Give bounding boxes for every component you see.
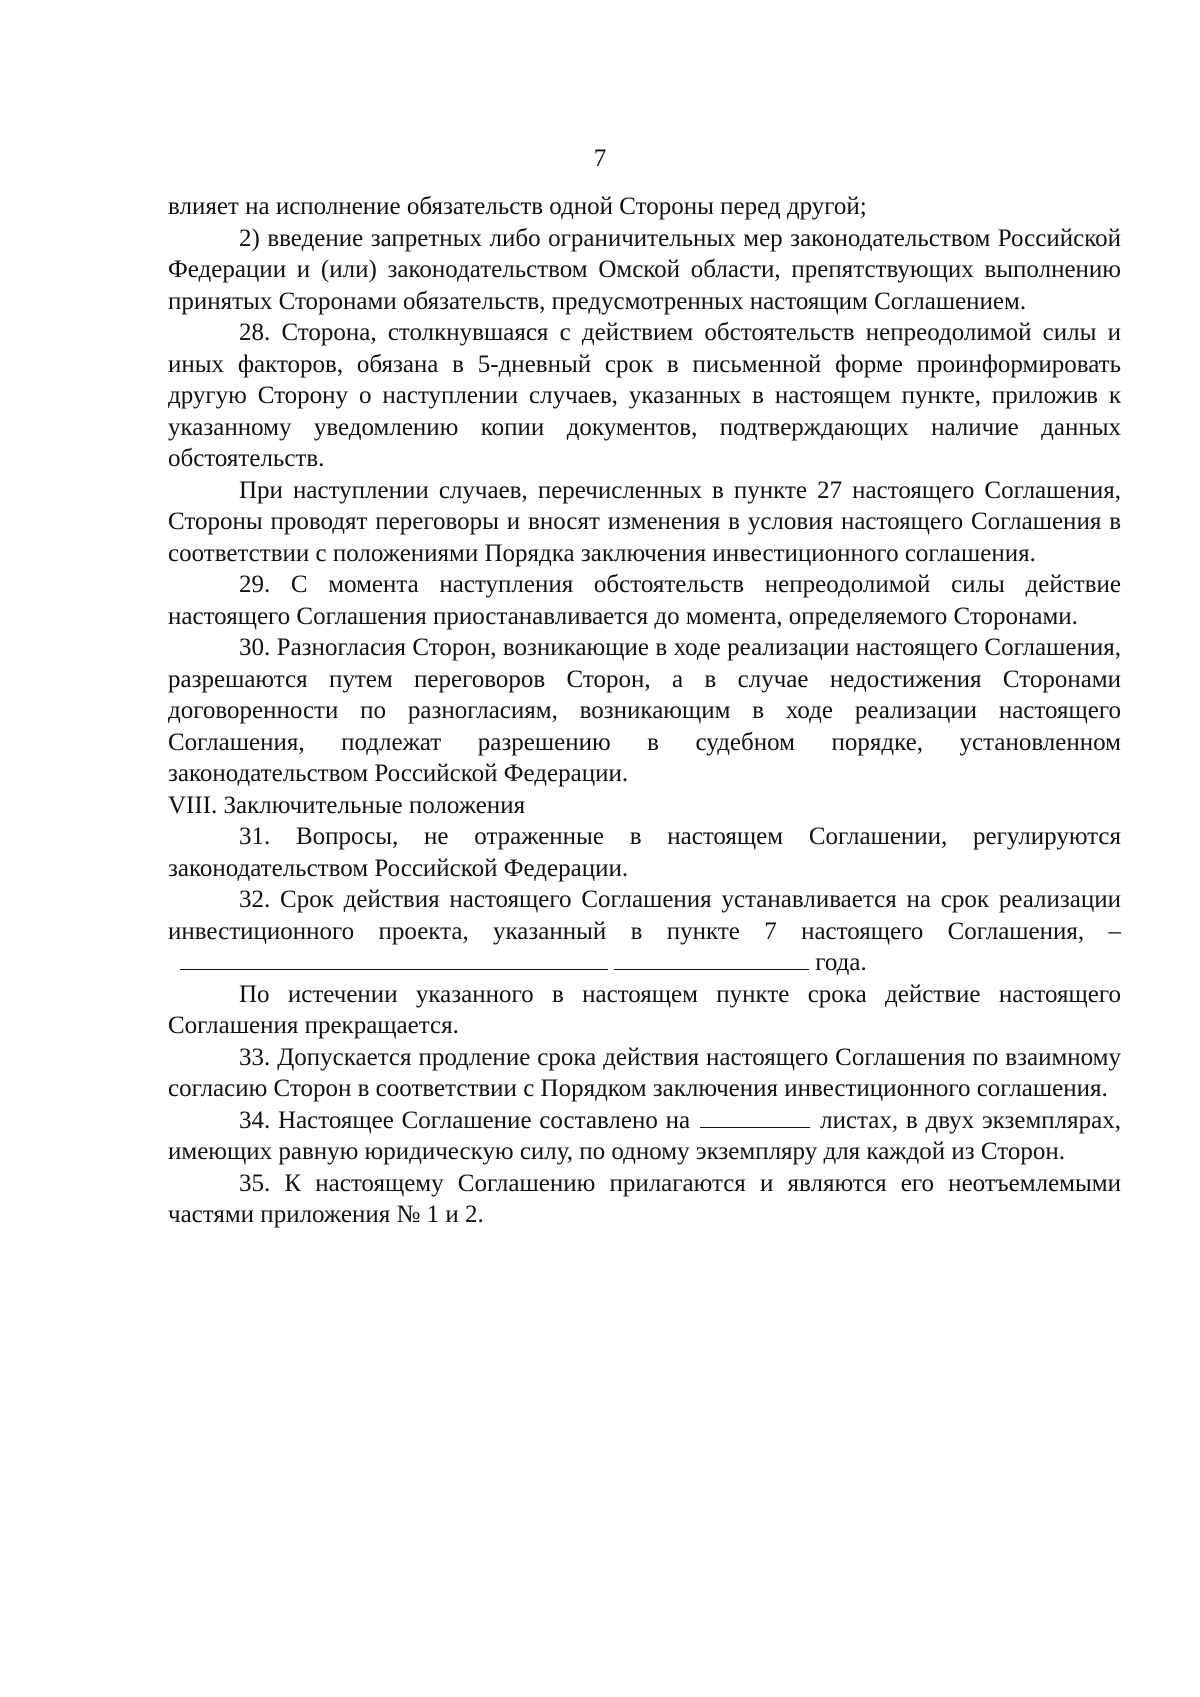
paragraph-34-start: 34. Настоящее Соглашение составлено на xyxy=(239,1106,691,1134)
paragraph-29: 29. С момента наступления обстоятельств непреодолимой силы действие настоящего Соглашения приостанавливается до момента, определяемого Сторонами. xyxy=(168,571,1121,630)
paragraph-33: 33. Допускается продление срока действия настоящего Соглашения по взаимному согласию Сторон в соответствии с Порядком заключения инвестиционного соглашения. xyxy=(168,1043,1121,1102)
section-title: VIII. Заключительные положения xyxy=(168,791,526,819)
page-number: 7 xyxy=(593,145,607,172)
paragraph-28: 28. Сторона, столкнувшаяся с действием обстоятельств непреодолимой силы и иных факторов, обязана в 5-дневный срок в письменной форме проинформировать другую Сторону о наступлении случаев, указанных в настоящем пункте, приложив к указанному уведомлению копии документов, подтверждающих наличие данных обстоятельств. xyxy=(168,319,1121,472)
blank-field-year xyxy=(614,947,809,970)
paragraph-35: 35. К настоящему Соглашению прилагаются и являются его неотъемлемыми частями приложения № 1 и 2. xyxy=(168,1169,1121,1228)
blank-field-sheets xyxy=(700,1105,810,1128)
document-body xyxy=(168,191,1121,1231)
paragraph-34-end: листах, в двух экземплярах, имеющих равную юридическую силу, по одному экземпляру для каждой из Сторон. xyxy=(168,1106,1121,1165)
paragraph-32 xyxy=(168,884,1121,979)
paragraph-32-continued: По истечении указанного в настоящем пункте срока действие настоящего Соглашения прекращается. xyxy=(168,980,1121,1039)
paragraph-28-continued: При наступлении случаев, перечисленных в пункте 27 настоящего Соглашения, Стороны проводят переговоры и вносят изменения в условия настоящего Соглашения в соответствии с положениями Порядка заключения инвестиционного соглашения. xyxy=(168,476,1121,567)
paragraph-34 xyxy=(168,1105,1121,1168)
paragraph-item-2: 2) введение запретных либо ограничительных мер законодательством Российской Федерации и (или) законодательством Омской области, препятствующих выполнению принятых Сторонами обязательств, предусмотренных настоящим Соглашением. xyxy=(168,224,1121,315)
blank-field-term xyxy=(180,947,608,970)
paragraph-32-end: года. xyxy=(815,949,867,976)
paragraph-32-text: 32. Срок действия настоящего Соглашения устанавливается на срок реализации инвестиционного проекта, указанный в пункте 7 настоящего Соглашения, – xyxy=(168,886,1121,945)
paragraph-30: 30. Разногласия Сторон, возникающие в ходе реализации настоящего Соглашения, разрешаются путем переговоров Сторон, а в случае недостижения Сторонами договоренности по разногласиям, возникающим в ходе реализации настоящего Соглашения, подлежат разрешению в судебном порядке, установленном законодательством Российской Федерации. xyxy=(168,634,1121,787)
paragraph-continuation: влияет на исполнение обязательств одной Стороны перед другой; xyxy=(168,193,867,220)
paragraph-31: 31. Вопросы, не отраженные в настоящем Соглашении, регулируются законодательством Российской Федерации. xyxy=(168,823,1121,882)
